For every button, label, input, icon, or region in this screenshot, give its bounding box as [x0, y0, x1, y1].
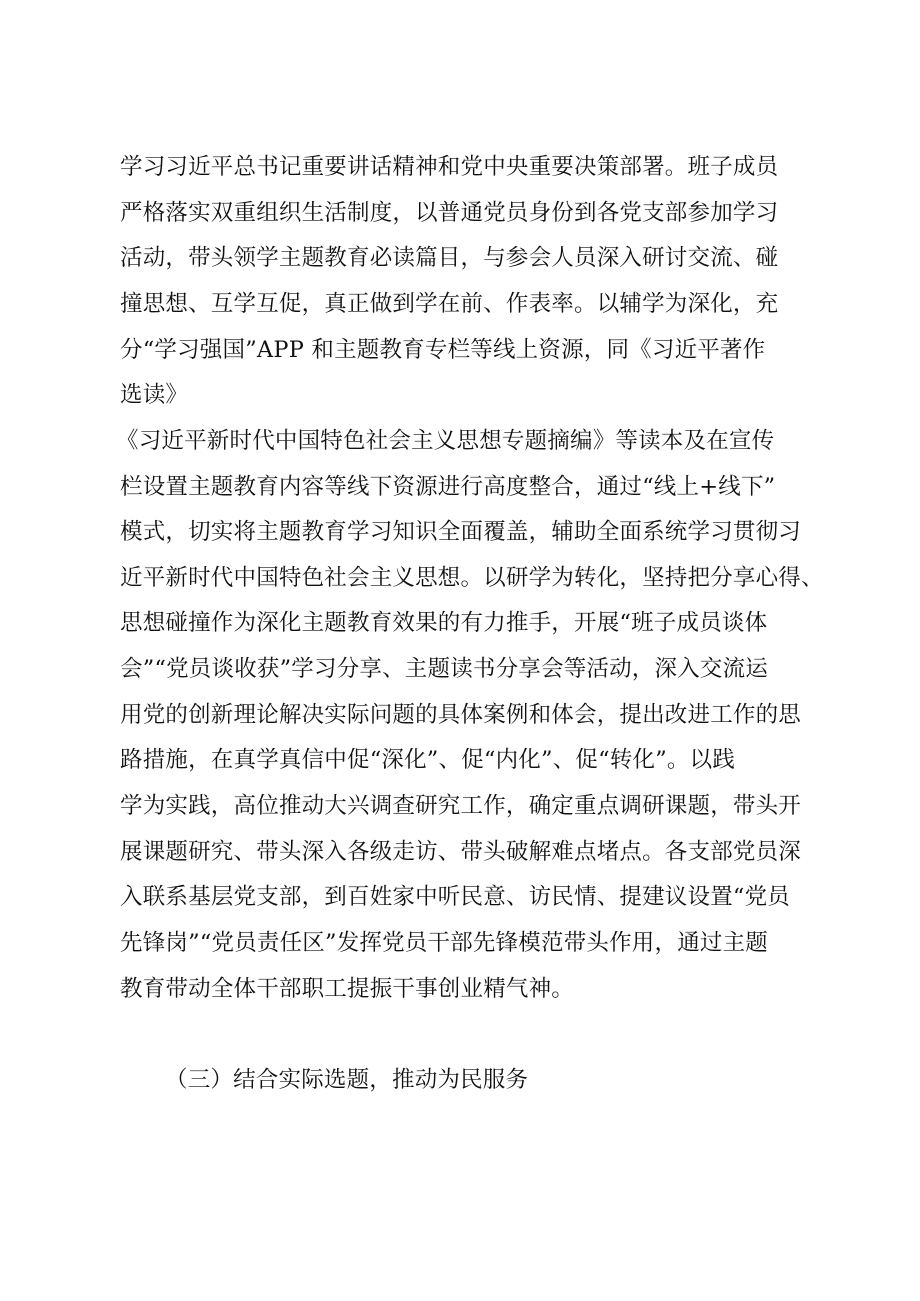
paragraph-line: 展课题研究、带头深入各级走访、带头破解难点堵点。各支部党员深 — [120, 839, 802, 865]
paragraph-line: 分“学习强国”APP 和主题教育专栏等线上资源，同《习近平著作 — [120, 337, 766, 363]
paragraph-line: 选读》 — [120, 382, 189, 408]
paragraph-line: 入联系基层党支部，到百姓家中听民意、访民情、提建议设置“党员 — [120, 884, 791, 910]
paragraph-line: 活动，带头领学主题教育必读篇目，与参会人员深入研讨交流、碰 — [120, 245, 779, 271]
paragraph-line: 栏设置主题教育内容等线下资源进行高度整合，通过“线上+线下” — [120, 474, 776, 500]
paragraph-line: 撞思想、互学互促，真正做到学在前、作表率。以辅学为深化，充 — [120, 291, 779, 317]
paragraph-line: 《习近平新时代中国特色社会主义思想专题摘编》等读本及在宣传 — [116, 428, 775, 454]
section-heading: （三）结合实际选题，推动为民服务 — [165, 1067, 529, 1093]
paragraph-line: 用党的创新理论解决实际问题的具体案例和体会，提出改进工作的思 — [120, 702, 802, 728]
paragraph-line: 模式，切实将主题教育学习知识全面覆盖，辅助全面系统学习贯彻习 — [120, 519, 802, 545]
paragraph-line: 先锋岗”“党员责任区”发挥党员干部先锋模范带头作用，通过主题 — [120, 930, 769, 956]
paragraph-line: 严格落实双重组织生活制度，以普通党员身份到各党支部参加学习 — [120, 200, 779, 226]
paragraph-line: 思想碰撞作为深化主题教育效果的有力推手，开展“班子成员谈体 — [120, 610, 768, 636]
paragraph-line: 学习习近平总书记重要讲话精神和党中央重要决策部署。班子成员 — [120, 154, 779, 180]
paragraph-line: 路措施，在真学真信中促“深化”、促“内化”、促“转化”。以践 — [120, 747, 736, 773]
paragraph-line: 近平新时代中国特色社会主义思想。以研学为转化，坚持把分享心得、 — [120, 565, 824, 591]
paragraph-line: 学为实践，高位推动大兴调查研究工作，确定重点调研课题，带头开 — [120, 793, 802, 819]
paragraph-line: 会”“党员谈收获”学习分享、主题读书分享会等活动，深入交流运 — [120, 656, 769, 682]
paragraph-line: 教育带动全体干部职工提振干事创业精气神。 — [120, 976, 575, 1002]
